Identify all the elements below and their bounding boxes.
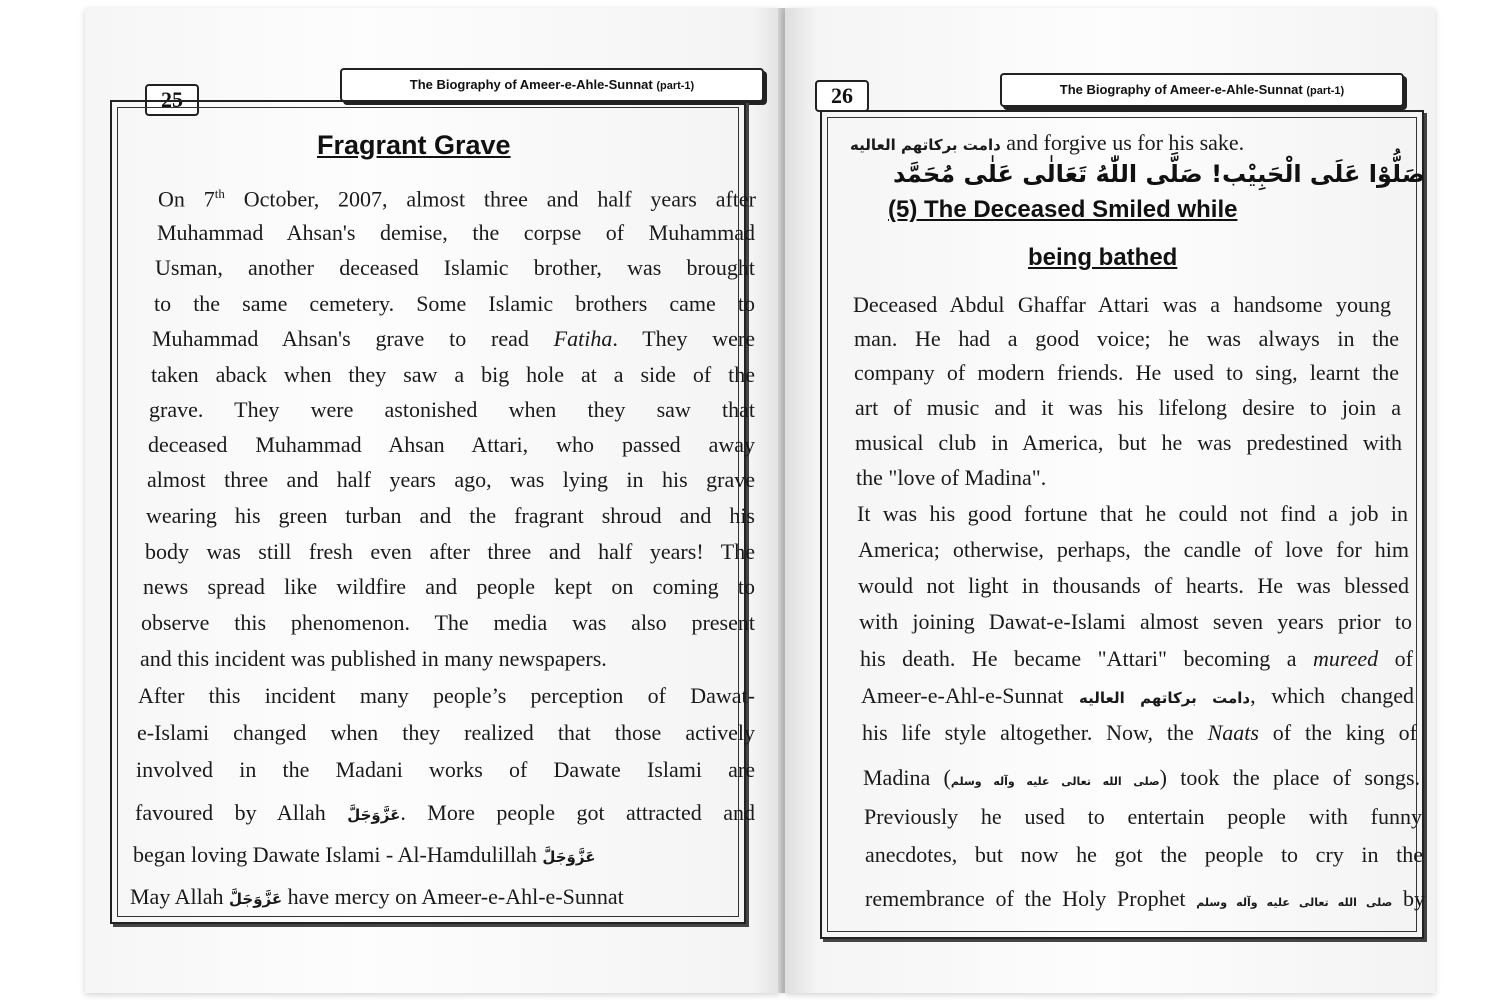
text-line: involved in the Madani works of Dawate Islami are: [136, 757, 755, 782]
arabic-honorific: صلى الله تعالى عليه وآله وسلم: [1196, 896, 1393, 909]
text-line: began loving Dawate Islami - Al-Hamdulillah عَزَّوَجَلَّ: [133, 842, 596, 867]
text-line: observe this phenomenon. The media was also present: [141, 610, 755, 635]
text-line: deceased Muhammad Ahsan Attari, who passed away: [148, 432, 755, 457]
text-line: After this incident many people’s perception of Dawat-: [138, 683, 755, 708]
text-line: remembrance of the Holy Prophet صلى الله تعالى عليه وآله وسلم by: [865, 886, 1426, 911]
text-line: body was still fresh even after three and half years! The: [145, 539, 755, 564]
text-line: with joining Dawat-e-Islami almost seven years prior to: [859, 609, 1412, 634]
text-line: America; otherwise, perhaps, the candle of love for him: [858, 537, 1409, 562]
open-book: [30, 8, 1450, 993]
text-line: Muhammad Ahsan's demise, the corpse of Muhammad: [157, 220, 755, 245]
text-line: Muhammad Ahsan's grave to read Fatiha. They were: [152, 326, 755, 351]
text-line: Usman, another deceased Islamic brother, was brought: [155, 255, 755, 280]
text-line: wearing his green turban and the fragrant shroud and his: [146, 503, 755, 528]
running-header: [1000, 73, 1404, 107]
text-line: news spread like wildfire and people kept on coming to: [143, 574, 755, 599]
text-line: and this incident was published in many newspapers.: [140, 646, 607, 671]
right-page: [785, 8, 1435, 993]
running-header: [340, 68, 764, 102]
running-title: The Biography of Ameer-e-Ahle-Sunnat: [409, 77, 653, 92]
text-line: Ameer-e-Ahl-e-Sunnat دامت بركاتهم العاليه, which changed: [861, 683, 1414, 708]
text-line: his death. He became "Attari" becoming a mureed of: [860, 646, 1414, 671]
text-line: art of music and it was his lifelong desire to join a: [855, 395, 1401, 420]
text-line: Madina (صلى الله تعالى عليه وآله وسلم) took the place of songs.: [863, 765, 1421, 790]
text-line: anecdotes, but now he got the people to cry in the: [865, 842, 1423, 867]
arabic-honorific: دامت بركاتهم العاليه: [850, 136, 1001, 154]
arabic-honorific: دامت بركاتهم العاليه: [1079, 689, 1251, 707]
text-line: taken aback when they saw a big hole at a side of the: [151, 362, 755, 387]
text-line: man. He had a good voice; he was always in the: [854, 326, 1399, 351]
text-line: almost three and half years ago, was lying in his grave: [147, 467, 755, 492]
running-part: (part-1): [1306, 85, 1345, 97]
running-title: The Biography of Ameer-e-Ahle-Sunnat: [1059, 82, 1303, 97]
text-line: company of modern friends. He used to sing, learnt the: [854, 360, 1399, 385]
text-line: grave. They were astonished when they saw that: [149, 397, 755, 422]
salat-line: صَلُّوْا عَلَى الْحَبِيْب! صَلَّى اللّٰهُ تَعَالٰى عَلٰى مُحَمَّد: [893, 160, 1426, 188]
text-line: On 7th October, 2007, almost three and half years after: [158, 186, 756, 212]
text-line: the "love of Madina".: [856, 465, 1047, 490]
page-number: 26: [815, 80, 869, 112]
text-line: favoured by Allah عَزَّوَجَلَّ. More people got attracted and: [135, 800, 755, 825]
section-heading: (5) The Deceased Smiled while: [888, 196, 1238, 223]
text-line: his life style altogether. Now, the Naats of the king of: [862, 720, 1417, 745]
running-part: (part-1): [656, 80, 695, 92]
text-line: would not light in thousands of hearts. He was blessed: [858, 573, 1409, 598]
arabic-honorific: صلى الله تعالى عليه وآله وسلم: [950, 775, 1160, 788]
arabic-honorific: عَزَّوَجَلَّ: [542, 848, 596, 866]
text-line: May Allah عَزَّوَجَلَّ have mercy on Ameer-e-Ahl-e-Sunnat: [130, 884, 624, 909]
text-line: musical club in America, but he was predestined with: [855, 430, 1402, 455]
page-number: 25: [145, 84, 199, 116]
left-page: [85, 8, 780, 993]
section-heading: Fragrant Grave: [317, 130, 511, 160]
arabic-honorific: عَزَّوَجَلَّ: [347, 806, 401, 824]
arabic-honorific: عَزَّوَجَلَّ: [229, 890, 283, 908]
text-line: It was his good fortune that he could not find a job in: [857, 501, 1408, 526]
text-line: e-Islami changed when they realized that those actively: [137, 720, 755, 745]
section-heading: being bathed: [1028, 244, 1178, 271]
text-line: دامت بركاتهم العاليه and forgive us for his sake.: [850, 130, 1245, 155]
text-line: Previously he used to entertain people with funny: [864, 804, 1422, 829]
text-line: Deceased Abdul Ghaffar Attari was a handsome young: [853, 292, 1391, 317]
text-line: to the same cemetery. Some Islamic brothers came to: [154, 291, 755, 316]
